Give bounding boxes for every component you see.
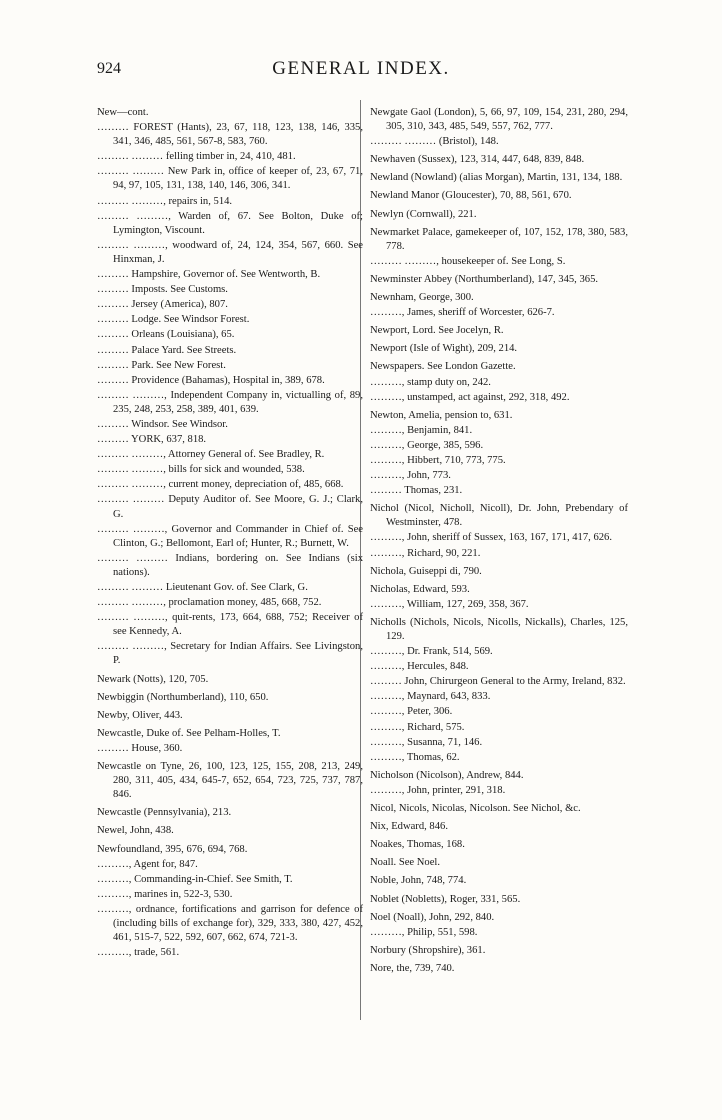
- index-entry: ……… Thomas, 231.: [370, 485, 463, 497]
- page-number: 924: [97, 60, 121, 77]
- right-column: [370, 106, 628, 980]
- index-entry: ……… Park. See New Forest.: [97, 359, 226, 371]
- index-entry: ……… Imposts. See Customs.: [97, 284, 228, 296]
- index-entry: Newport, Lord. See Jocelyn, R.: [370, 325, 504, 337]
- index-entry: ………, Hercules, 848.: [370, 661, 469, 673]
- index-entry: ……… YORK, 637, 818.: [97, 434, 207, 446]
- index-entry: Noble, John, 748, 774.: [370, 875, 467, 887]
- index-entry: ………, George, 385, 596.: [370, 439, 484, 451]
- index-entry: Newby, Oliver, 443.: [97, 709, 183, 721]
- index-entry: ……… Windsor. See Windsor.: [97, 418, 228, 430]
- index-entry: ……… Hampshire, Governor of. See Wentworth, B.: [97, 269, 321, 281]
- index-entry: ………, James, sheriff of Worcester, 626-7.: [370, 307, 555, 319]
- index-entry: ……… ……… New Park in, office of keeper of, 23, 67, 71, 94, 97, 105, 131, 138, 140, 146, 306, 341.: [97, 166, 363, 192]
- index-entry: ……… House, 360.: [97, 742, 183, 754]
- index-entry: ……… ………, Governor and Commander in Chief of. See Clinton, G.; Bellomont, Earl of; Hunter, R.; Burnett, W.: [97, 523, 363, 549]
- index-entry: Newark (Notts), 120, 705.: [97, 673, 209, 685]
- index-entry: Nicholas, Edward, 593.: [370, 583, 470, 595]
- index-entry: ………, John, printer, 291, 318.: [370, 784, 506, 796]
- index-entry: ……… Jersey (America), 807.: [97, 299, 228, 311]
- index-entry: Newfoundland, 395, 676, 694, 768.: [97, 843, 248, 855]
- index-entry: Newel, John, 438.: [97, 825, 174, 837]
- index-entry: ………, Richard, 575.: [370, 721, 465, 733]
- index-entry: ………, William, 127, 269, 358, 367.: [370, 598, 529, 610]
- index-entry: Newspapers. See London Gazette.: [370, 361, 516, 373]
- index-entry: Newbiggin (Northumberland), 110, 650.: [97, 691, 269, 703]
- index-entry: Norbury (Shropshire), 361.: [370, 944, 486, 956]
- index-entry: ……… ………, Independent Company in, victualling of, 89, 235, 248, 253, 258, 389, 401, 639.: [97, 389, 363, 415]
- index-entry: ……… John, Chirurgeon General to the Army, Ireland, 832.: [370, 676, 626, 688]
- index-entry: New—cont.: [97, 107, 149, 118]
- index-entry: ………, Hibbert, 710, 773, 775.: [370, 454, 506, 466]
- index-entry: Newcastle, Duke of. See Pelham-Holles, T.: [97, 727, 281, 739]
- index-entry: Noel (Noall), John, 292, 840.: [370, 911, 495, 923]
- index-entry: ………, Thomas, 62.: [370, 751, 460, 763]
- index-entry: ……… ………, Attorney General of. See Bradley, R.: [97, 449, 325, 461]
- index-entry: Nichola, Guiseppi di, 790.: [370, 565, 482, 577]
- index-entry: Newcastle on Tyne, 26, 100, 123, 125, 155, 208, 213, 249, 280, 311, 405, 434, 645-7, 652, 654, 723, 725, 737, 787, 846.: [97, 761, 363, 801]
- index-entry: Nix, Edward, 846.: [370, 821, 448, 833]
- index-entry: ……… ………, proclamation money, 485, 668, 752.: [97, 597, 322, 609]
- index-entry: ………, marines in, 522-3, 530.: [97, 888, 233, 900]
- index-entry: ……… ………, quit-rents, 173, 664, 688, 752; Receiver of see Kennedy, A.: [97, 612, 363, 638]
- index-entry: ……… Palace Yard. See Streets.: [97, 344, 237, 356]
- index-entry: ………, Richard, 90, 221.: [370, 547, 481, 559]
- index-entry: Newcastle (Pennsylvania), 213.: [97, 807, 232, 819]
- index-entry: ……… ………, current money, depreciation of, 485, 668.: [97, 479, 344, 491]
- index-entry: Nicol, Nicols, Nicolas, Nicolson. See Nichol, &c.: [370, 803, 581, 815]
- index-entry: ……… FOREST (Hants), 23, 67, 118, 123, 138, 146, 335, 341, 346, 485, 561, 567-8, 583, 760.: [97, 122, 363, 148]
- index-entry: ………, Agent for, 847.: [97, 858, 198, 870]
- index-entry: Newland Manor (Gloucester), 70, 88, 561, 670.: [370, 190, 572, 202]
- index-entry: Nichol (Nicol, Nicholl, Nicoll), Dr. John, Prebendary of Westminster, 478.: [370, 503, 628, 529]
- index-entry: Newlyn (Cornwall), 221.: [370, 208, 477, 220]
- index-entry: ………, trade, 561.: [97, 947, 180, 959]
- index-entry: Newnham, George, 300.: [370, 292, 474, 304]
- index-entry: ……… ……… Lieutenant Gov. of. See Clark, G.: [97, 582, 308, 593]
- index-entry: ………, Commanding-in-Chief. See Smith, T.: [97, 873, 293, 885]
- index-entry: ………, Dr. Frank, 514, 569.: [370, 646, 493, 658]
- index-entry: Noall. See Noel.: [370, 857, 441, 869]
- index-entry: Newton, Amelia, pension to, 631.: [370, 409, 513, 421]
- index-entry: Noblet (Nobletts), Roger, 331, 565.: [370, 893, 521, 905]
- index-entry: ………, John, 773.: [370, 470, 451, 482]
- index-entry: Nore, the, 739, 740.: [370, 962, 455, 974]
- index-entry: Newport (Isle of Wight), 209, 214.: [370, 343, 518, 355]
- page-title: GENERAL INDEX.: [272, 58, 450, 79]
- index-entry: ……… Lodge. See Windsor Forest.: [97, 314, 250, 326]
- index-entry: ……… ………, bills for sick and wounded, 538.: [97, 464, 305, 476]
- index-entry: ………, John, sheriff of Sussex, 163, 167, 171, 417, 626.: [370, 532, 612, 544]
- index-entry: ……… ………, woodward of, 24, 124, 354, 567, 660. See Hinxman, J.: [97, 239, 363, 265]
- index-entry: ………, Peter, 306.: [370, 706, 453, 718]
- index-entry: ………, Benjamin, 841.: [370, 424, 473, 436]
- index-entry: ……… ………, Secretary for Indian Affairs. See Livingston, P.: [97, 641, 363, 667]
- index-entry: ……… Providence (Bahamas), Hospital in, 389, 678.: [97, 374, 325, 386]
- index-entry: Newgate Gaol (London), 5, 66, 97, 109, 154, 231, 280, 294, 305, 310, 343, 485, 549, 557, 762, 777.: [370, 107, 628, 133]
- index-entry: ……… ……… Deputy Auditor of. See Moore, G. J.; Clark, G.: [97, 494, 363, 520]
- index-entry: Newland (Nowland) (alias Morgan), Martin, 131, 134, 188.: [370, 172, 623, 184]
- index-entry: Noakes, Thomas, 168.: [370, 839, 465, 851]
- index-entry: ………, ordnance, fortifications and garrison for defence of (including bills of exchange for), 329, 333, 380, 427, 452, 461, 515-7, 522, 592, 607, 662, 674, 721-3.: [97, 903, 363, 944]
- left-column: [97, 106, 363, 964]
- index-entry: Newmarket Palace, gamekeeper of, 107, 152, 178, 380, 583, 778.: [370, 226, 628, 252]
- index-entry: ……… Orleans (Louisiana), 65.: [97, 329, 235, 341]
- index-entry: ……… ……… felling timber in, 24, 410, 481.: [97, 151, 296, 163]
- index-entry: ………, Susanna, 71, 146.: [370, 736, 483, 748]
- index-entry: ……… ………, Warden of, 67. See Bolton, Duke of; Lymington, Viscount.: [97, 210, 363, 236]
- index-entry: ………, stamp duty on, 242.: [370, 376, 491, 388]
- index-entry: Newminster Abbey (Northumberland), 147, 345, 365.: [370, 273, 599, 285]
- index-entry: Newhaven (Sussex), 123, 314, 447, 648, 839, 848.: [370, 154, 585, 166]
- index-entry: ……… ………, repairs in, 514.: [97, 195, 233, 207]
- index-entry: ……… ……… (Bristol), 148.: [370, 136, 499, 148]
- index-entry: ………, unstamped, act against, 292, 318, 492.: [370, 391, 570, 403]
- index-entry: ………, Maynard, 643, 833.: [370, 691, 491, 703]
- index-entry: ……… ……… Indians, bordering on. See Indians (six nations).: [97, 552, 363, 578]
- index-entry: Nicholls (Nichols, Nicols, Nicolls, Nickalls), Charles, 125, 129.: [370, 616, 628, 642]
- index-entry: ……… ………, housekeeper of. See Long, S.: [370, 255, 566, 267]
- index-entry: ………, Philip, 551, 598.: [370, 926, 478, 938]
- index-entry: Nicholson (Nicolson), Andrew, 844.: [370, 769, 524, 781]
